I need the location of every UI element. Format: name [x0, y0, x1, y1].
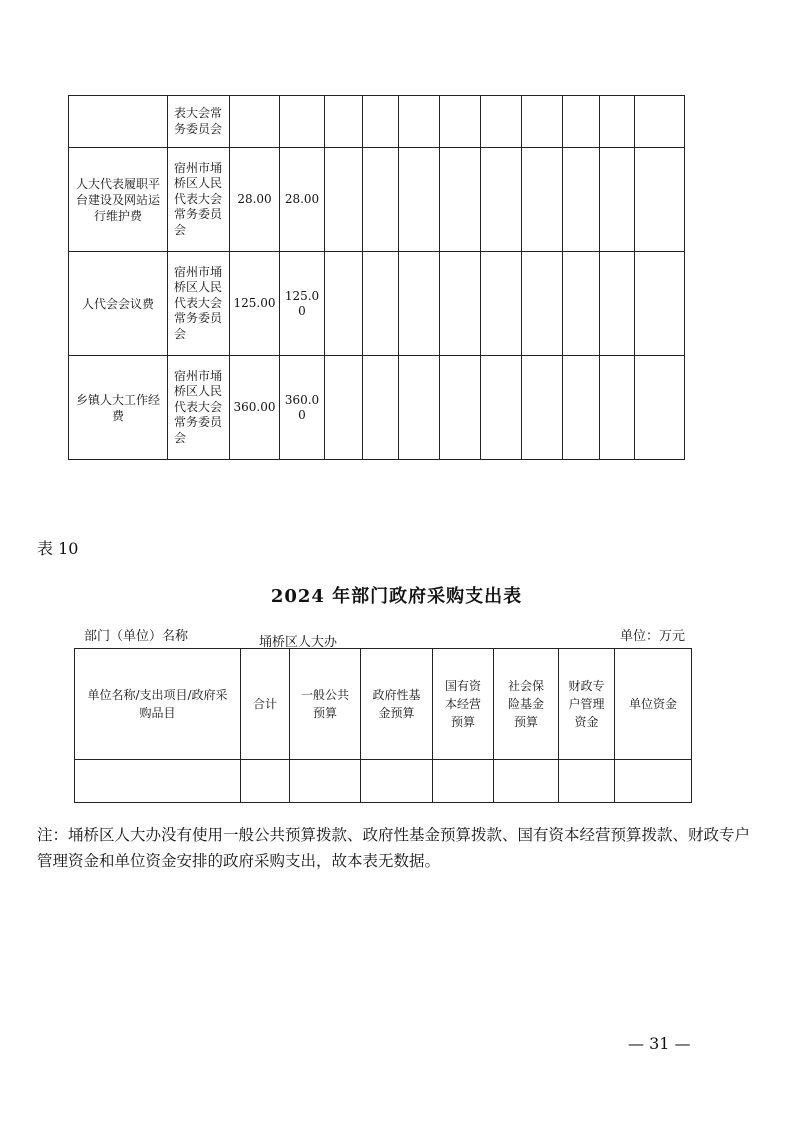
dept-value: 埇桥区人大办: [259, 635, 338, 650]
amount-cell: 28.00: [280, 148, 325, 252]
empty-cell: [563, 356, 600, 460]
amount-cell: 360.00: [230, 356, 280, 460]
empty-cell: [363, 148, 399, 252]
empty-cell: [241, 760, 290, 803]
header-cell: 合计: [241, 649, 290, 760]
empty-cell: [522, 148, 563, 252]
empty-cell: [522, 356, 563, 460]
empty-cell: [440, 356, 481, 460]
empty-cell: [559, 760, 615, 803]
empty-cell: [522, 96, 563, 148]
empty-cell: [363, 96, 399, 148]
amount-cell: 28.00: [230, 148, 280, 252]
empty-cell: [600, 356, 635, 460]
empty-cell: [563, 252, 600, 356]
empty-cell: [399, 356, 440, 460]
unit-name-cell: 宿州市埇桥区人民代表大会常务委员会: [168, 252, 230, 356]
project-name-cell: [69, 96, 168, 148]
budget-project-table: [68, 95, 685, 460]
empty-cell: [635, 252, 685, 356]
unit-name-cell: 表大会常务委员会: [168, 96, 230, 148]
empty-cell: [440, 96, 481, 148]
amount-cell: 125.00: [280, 252, 325, 356]
page-number: — 31 —: [628, 1034, 691, 1053]
table-row: [75, 760, 692, 803]
empty-cell: [563, 148, 600, 252]
empty-cell: [635, 96, 685, 148]
header-cell: 社会保险基金预算: [494, 649, 559, 760]
table-row: [69, 148, 685, 252]
header-cell: 单位名称/支出项目/政府采购品目: [75, 649, 241, 760]
unit-name-cell: 宿州市埇桥区人民代表大会常务委员会: [168, 148, 230, 252]
procurement-table: [74, 648, 692, 803]
empty-cell: [325, 252, 363, 356]
empty-cell: [399, 148, 440, 252]
empty-cell: [440, 148, 481, 252]
unit-label: 单位：万元: [620, 629, 686, 644]
empty-cell: [325, 96, 363, 148]
table-label: 表 10: [37, 539, 79, 558]
empty-cell: [481, 96, 522, 148]
empty-cell: [399, 96, 440, 148]
header-cell: 国有资本经营预算: [433, 649, 494, 760]
header-cell: 一般公共预算: [290, 649, 361, 760]
dept-label: 部门（单位）名称: [84, 629, 189, 644]
header-cell: 单位资金: [615, 649, 692, 760]
page-title: 2024 年部门政府采购支出表: [270, 586, 523, 607]
empty-cell: [635, 148, 685, 252]
empty-cell: [615, 760, 692, 803]
header-cell: 财政专户管理资金: [559, 649, 615, 760]
project-name-cell: 人大代表履职平台建设及网站运行维护费: [69, 148, 168, 252]
amount-cell: 360.00: [280, 356, 325, 460]
amount-cell: 125.00: [230, 252, 280, 356]
empty-cell: [325, 356, 363, 460]
empty-cell: [600, 148, 635, 252]
header-cell: 政府性基金预算: [361, 649, 433, 760]
empty-cell: [494, 760, 559, 803]
footnote: 注：埇桥区人大办没有使用一般公共预算拨款、政府性基金预算拨款、国有资本经营预算拨款、财政专户管理资金和单位资金安排的政府采购支出，故本表无数据。: [37, 826, 751, 870]
empty-cell: [600, 252, 635, 356]
empty-cell: [481, 356, 522, 460]
empty-cell: [563, 96, 600, 148]
empty-cell: [399, 252, 440, 356]
amount-cell: [280, 96, 325, 148]
empty-cell: [433, 760, 494, 803]
amount-cell: [230, 96, 280, 148]
empty-cell: [363, 356, 399, 460]
table-row: [69, 252, 685, 356]
empty-cell: [363, 252, 399, 356]
project-name-cell: 人代会会议费: [69, 252, 168, 356]
empty-cell: [361, 760, 433, 803]
empty-cell: [440, 252, 481, 356]
table-row: [69, 356, 685, 460]
empty-cell: [481, 148, 522, 252]
empty-cell: [522, 252, 563, 356]
table-row: [69, 96, 685, 148]
unit-name-cell: 宿州市埇桥区人民代表大会常务委员会: [168, 356, 230, 460]
empty-cell: [75, 760, 241, 803]
empty-cell: [325, 148, 363, 252]
project-name-cell: 乡镇人大工作经费: [69, 356, 168, 460]
empty-cell: [635, 356, 685, 460]
table-header-row: [75, 649, 692, 760]
empty-cell: [600, 96, 635, 148]
empty-cell: [481, 252, 522, 356]
empty-cell: [290, 760, 361, 803]
